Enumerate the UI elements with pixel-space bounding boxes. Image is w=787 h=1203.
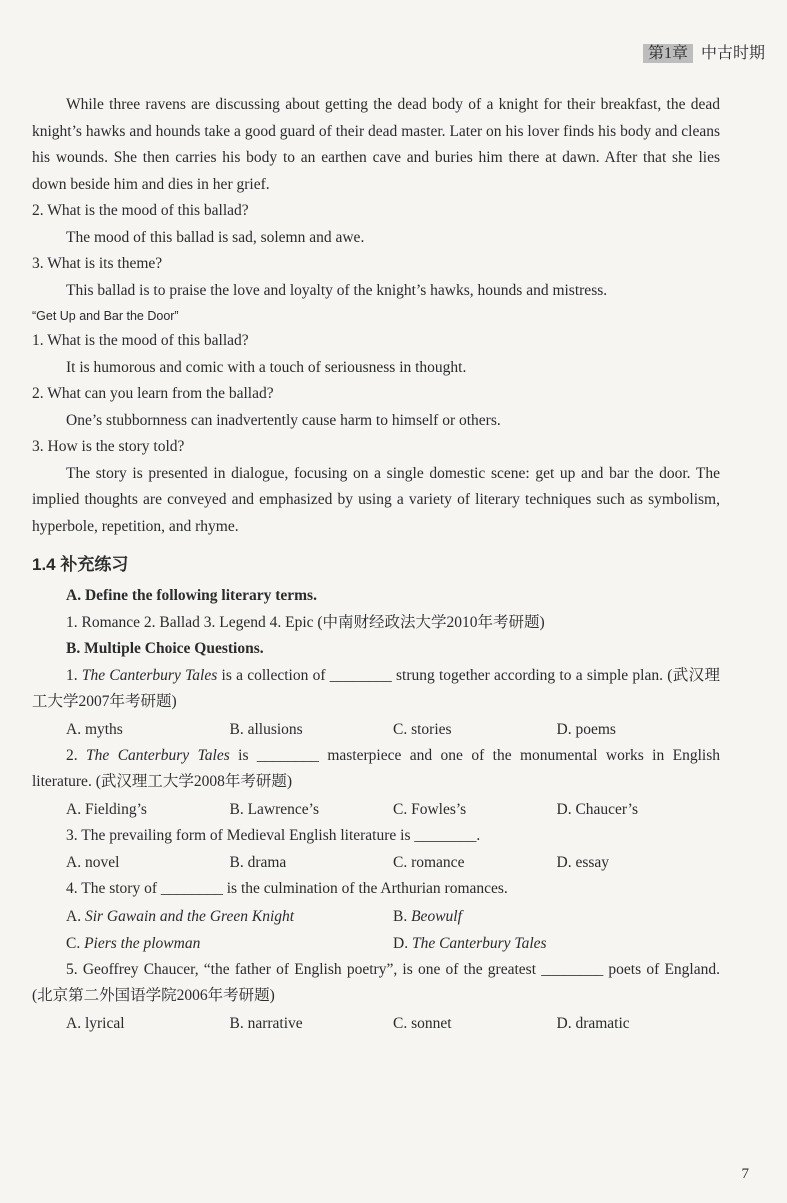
- mc2-option-a: A. Fielding’s: [66, 800, 147, 818]
- mc1-option-b: B. allusions: [229, 720, 303, 738]
- mc1-title: The Canterbury Tales: [81, 666, 218, 684]
- answer-2: The mood of this ballad is sad, solemn and awe.: [66, 228, 365, 246]
- mc-question-5: 5. Geoffrey Chaucer, “the father of English poetry”, is one of the greatest ________ poets of England. (北京第二外国语学院2006年考研题): [32, 960, 720, 1004]
- question-3: 3. What is its theme?: [32, 255, 163, 272]
- mc2-option-b: B. Lawrence’s: [229, 800, 320, 818]
- mc1-options: [32, 716, 720, 743]
- mc2-options: [32, 796, 720, 823]
- mc2-option-d: D. Chaucer’s: [556, 800, 638, 818]
- mc2-number: 2.: [66, 746, 78, 764]
- mc-question-1: [32, 663, 720, 716]
- mc2-option-c: C. Fowles’s: [393, 800, 467, 818]
- mc1-text: is a collection of ________ strung together according to a simple plan. (武汉理工大学2007年考研题): [32, 666, 721, 710]
- answer-3: This ballad is to praise the love and loyalty of the knight’s hawks, hounds and mistress.: [66, 281, 608, 299]
- mc4-option-c-text: Piers the plowman: [84, 934, 201, 952]
- mc4-option-c: [66, 930, 393, 957]
- mc1-option-c: C. stories: [393, 720, 452, 738]
- part-b-heading: B. Multiple Choice Questions.: [66, 640, 264, 657]
- mc3-option-c: C. romance: [393, 854, 465, 871]
- ballad-question-3: 3. How is the story told?: [32, 438, 185, 455]
- mc4-option-d-label: D.: [393, 934, 412, 952]
- mc4-option-d: [393, 930, 720, 957]
- mc5-option-b: B. narrative: [229, 1014, 303, 1032]
- mc3-options: [32, 849, 720, 876]
- ballad-answer-1: It is humorous and comic with a touch of seriousness in thought.: [66, 358, 467, 376]
- mc4-option-d-text: The Canterbury Tales: [411, 934, 547, 952]
- mc3-option-b: B. drama: [229, 854, 287, 871]
- section-heading: 1.4 补充练习: [32, 555, 129, 574]
- ballad-answer-3: The story is presented in dialogue, focusing on a single domestic scene: get up and bar the door. The implied thoughts are conveyed and emphasized by using a variety of literary techniques such as symbolism, hyperbole, repetition, and rhyme.: [32, 464, 720, 535]
- ballad-question-1: 1. What is the mood of this ballad?: [32, 332, 249, 349]
- mc5-options: [32, 1010, 720, 1037]
- ballad-question-2: 2. What can you learn from the ballad?: [32, 385, 274, 402]
- question-2: 2. What is the mood of this ballad?: [32, 202, 249, 219]
- mc-question-2: [32, 743, 720, 796]
- mc5-option-a: A. lyrical: [66, 1014, 125, 1032]
- page-number: 7: [741, 1166, 749, 1182]
- part-a-items: 1. Romance 2. Ballad 3. Legend 4. Epic (中南财经政法大学2010年考研题): [66, 613, 545, 631]
- mc5-option-c: C. sonnet: [393, 1014, 452, 1032]
- mc-question-4: 4. The story of ________ is the culmination of the Arthurian romances.: [66, 880, 508, 897]
- part-a-heading: A. Define the following literary terms.: [66, 587, 317, 604]
- mc4-option-c-label: C.: [66, 934, 85, 952]
- mc4-options-row1: [32, 903, 720, 930]
- ballad-title: “Get Up and Bar the Door”: [32, 309, 179, 323]
- ballad-answer-2: One’s stubbornness can inadvertently cause harm to himself or others.: [66, 411, 501, 429]
- mc1-number: 1.: [66, 666, 78, 684]
- mc4-option-b-label: B.: [393, 907, 412, 925]
- mc1-option-a: A. myths: [66, 720, 123, 738]
- mc4-option-a: [66, 903, 393, 930]
- main-text: [32, 92, 720, 1037]
- mc2-title: The Canterbury Tales: [86, 746, 230, 764]
- mc4-option-b: [393, 903, 720, 930]
- chapter-label: 第1章: [643, 44, 693, 63]
- mc4-option-a-label: A.: [66, 907, 85, 925]
- mc1-option-d: D. poems: [556, 720, 616, 738]
- chapter-title: 中古时期: [700, 45, 765, 62]
- mc3-option-a: A. novel: [66, 854, 120, 871]
- mc5-option-d: D. dramatic: [556, 1014, 630, 1032]
- mc3-option-d: D. essay: [556, 854, 610, 871]
- mc2-text: is ________ masterpiece and one of the monumental works in English literature. (武汉理工大学2008年考研题): [32, 746, 721, 790]
- mc-question-3: 3. The prevailing form of Medieval English literature is ________.: [66, 826, 481, 844]
- running-header: [643, 40, 765, 63]
- mc4-option-a-text: Sir Gawain and the Green Knight: [84, 907, 295, 925]
- mc4-options-row2: [32, 930, 720, 957]
- mc4-option-b-text: Beowulf: [411, 907, 462, 925]
- summary-paragraph: While three ravens are discussing about getting the dead body of a knight for their breakfast, the dead knight’s hawks and hounds take a good guard of their dead master. Later on his lover finds his body and cleans his wounds. She then carries his body to an earthen cave and buries him there at dawn. After that she lies down beside him and dies in her grief.: [32, 96, 720, 193]
